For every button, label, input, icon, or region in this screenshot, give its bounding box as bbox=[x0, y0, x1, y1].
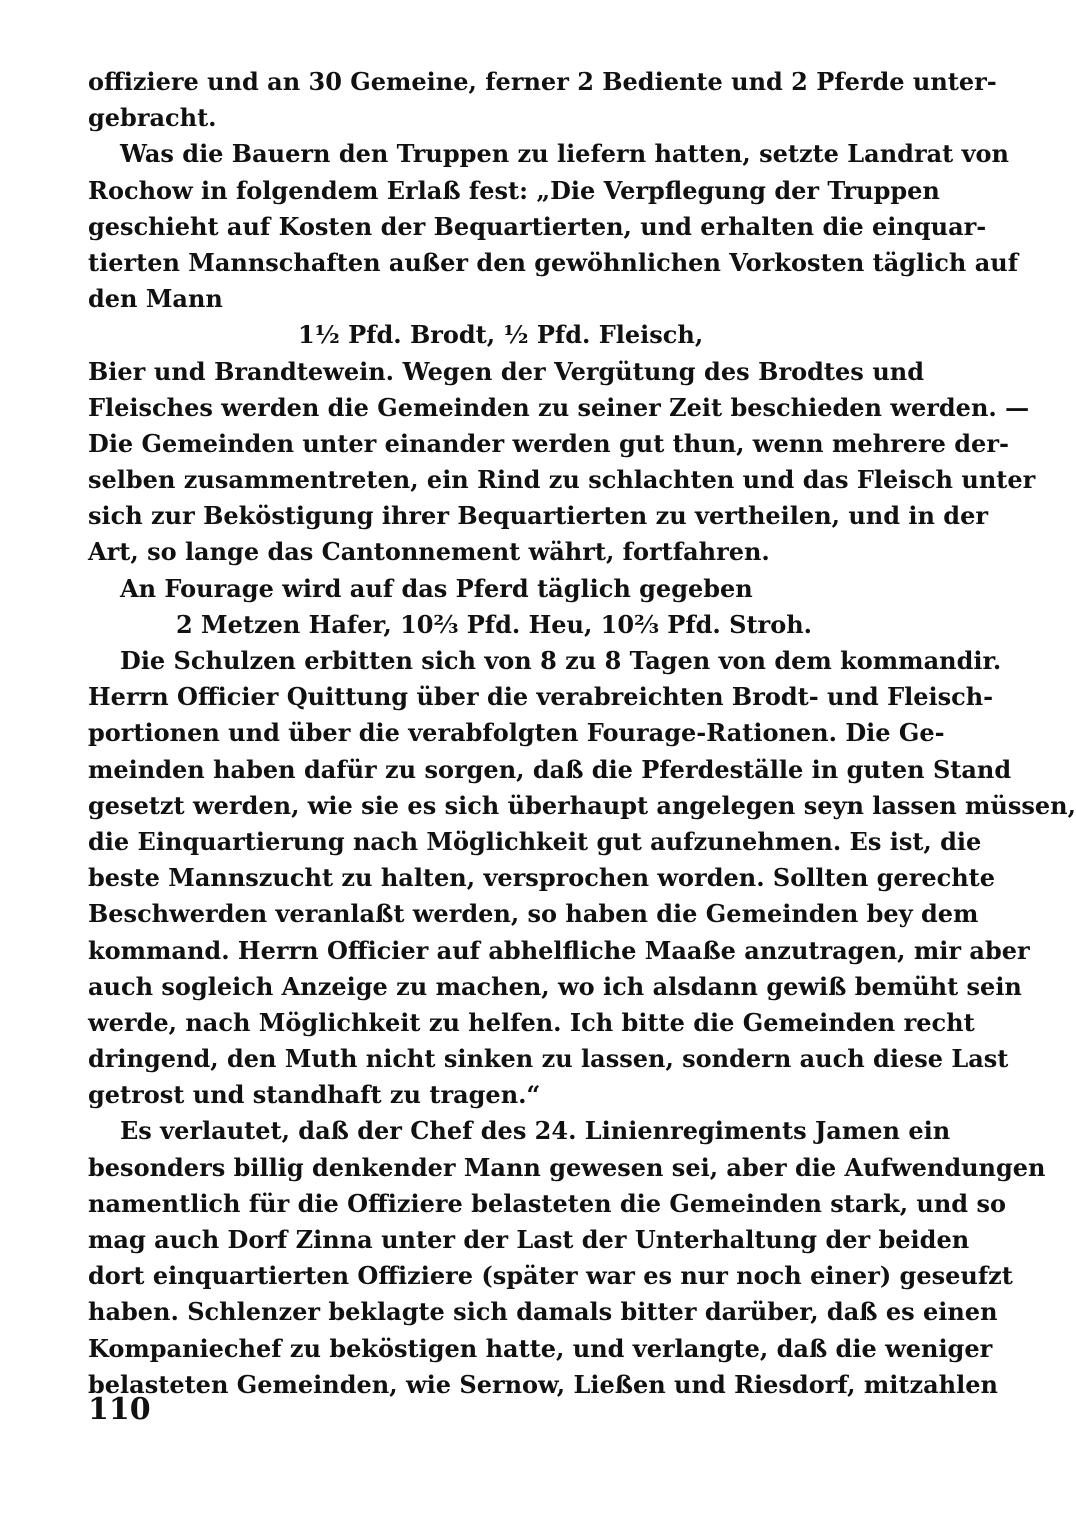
text-line: geschieht auf Kosten der Bequartierten, und erhalten die einquar- bbox=[88, 211, 987, 241]
text-line: Fleisches werden die Gemeinden zu seiner Zeit beschieden werden. — bbox=[88, 392, 1030, 422]
text-line: Die Gemeinden unter einander werden gut thun, wenn mehrere der- bbox=[88, 428, 1009, 458]
text-line: namentlich für die Offiziere belasteten die Gemeinden stark, und so bbox=[88, 1188, 1006, 1218]
text-line: besonders billig denkender Mann gewesen sei, aber die Aufwendungen bbox=[88, 1152, 1046, 1182]
text-line: Rochow in folgendem Erlaß fest: „Die Verpflegung der Truppen bbox=[88, 175, 940, 205]
text-line: kommand. Herrn Officier auf abhelfliche Maaße anzutragen, mir aber bbox=[88, 935, 1030, 965]
text-line: Es verlautet, daß der Chef des 24. Linienregiments Jamen ein bbox=[120, 1116, 951, 1146]
text-line: Was die Bauern den Truppen zu liefern hatten, setzte Landrat von bbox=[120, 139, 1009, 169]
fourage-line: 2 Metzen Hafer, 10⅔ Pfd. Heu, 10⅔ Pfd. Stroh. bbox=[176, 609, 813, 639]
text-line: portionen und über die verabfolgten Fourage-Rationen. Die Ge- bbox=[88, 718, 945, 748]
text-line: Die Schulzen erbitten sich von 8 zu 8 Tagen von dem kommandir. bbox=[120, 646, 1002, 675]
text-line: Bier und Brandtewein. Wegen der Vergütung des Brodtes und bbox=[88, 356, 924, 386]
text-line: Herrn Officier Quittung über die verabreichten Brodt- und Fleisch- bbox=[88, 682, 994, 712]
text-line: belasteten Gemeinden, wie Sernow, Ließen und Riesdorf, mitzahlen bbox=[88, 1369, 998, 1399]
text-line: meinden haben dafür zu sorgen, daß die Pferdeställe in guten Stand bbox=[88, 754, 1012, 784]
text-line: An Fourage wird auf das Pferd täglich gegeben bbox=[120, 573, 753, 603]
body-text bbox=[88, 64, 1076, 1403]
ration-line: 1½ Pfd. Brodt, ½ Pfd. Fleisch, bbox=[298, 320, 704, 350]
text-line: dort einquartierten Offiziere (später war es nur noch einer) geseufzt bbox=[88, 1261, 1013, 1291]
text-line: die Einquartierung nach Möglichkeit gut aufzunehmen. Es ist, die bbox=[88, 826, 982, 856]
text-line: mag auch Dorf Zinna unter der Last der Unterhaltung der beiden bbox=[88, 1225, 970, 1254]
text-line: offiziere und an 30 Gemeine, ferner 2 Bediente und 2 Pferde unter- bbox=[88, 67, 997, 96]
text-line: werde, nach Möglichkeit zu helfen. Ich bitte die Gemeinden recht bbox=[88, 1007, 975, 1037]
text-line: selben zusammentreten, ein Rind zu schlachten und das Fleisch unter bbox=[88, 465, 1036, 495]
text-line: Beschwerden veranlaßt werden, so haben die Gemeinden bey dem bbox=[88, 899, 979, 929]
page-number: 110 bbox=[88, 1392, 151, 1427]
text-line: sich zur Beköstigung ihrer Bequartierten zu vertheilen, und in der bbox=[88, 501, 988, 531]
text-line: gebracht. bbox=[88, 103, 217, 133]
text-line: dringend, den Muth nicht sinken zu lassen, sondern auch diese Last bbox=[88, 1044, 1009, 1074]
text-line: beste Mannszucht zu halten, versprochen worden. Sollten gerechte bbox=[88, 863, 996, 893]
text-line: Art, so lange das Cantonnement währt, fortfahren. bbox=[88, 537, 770, 567]
text-line: auch sogleich Anzeige zu machen, wo ich alsdann gewiß bemüht sein bbox=[88, 971, 1022, 1001]
text-line: haben. Schlenzer beklagte sich damals bitter darüber, daß es einen bbox=[88, 1297, 998, 1327]
text-line: den Mann bbox=[88, 284, 223, 314]
text-line: tierten Mannschaften außer den gewöhnlichen Vorkosten täglich auf bbox=[88, 247, 1019, 277]
text-line: getrost und standhaft zu tragen.“ bbox=[88, 1080, 541, 1110]
text-line: Kompaniechef zu beköstigen hatte, und verlangte, daß die weniger bbox=[88, 1333, 993, 1363]
text-line: gesetzt werden, wie sie es sich überhaupt angelegen seyn lassen müssen, bbox=[88, 790, 1076, 820]
